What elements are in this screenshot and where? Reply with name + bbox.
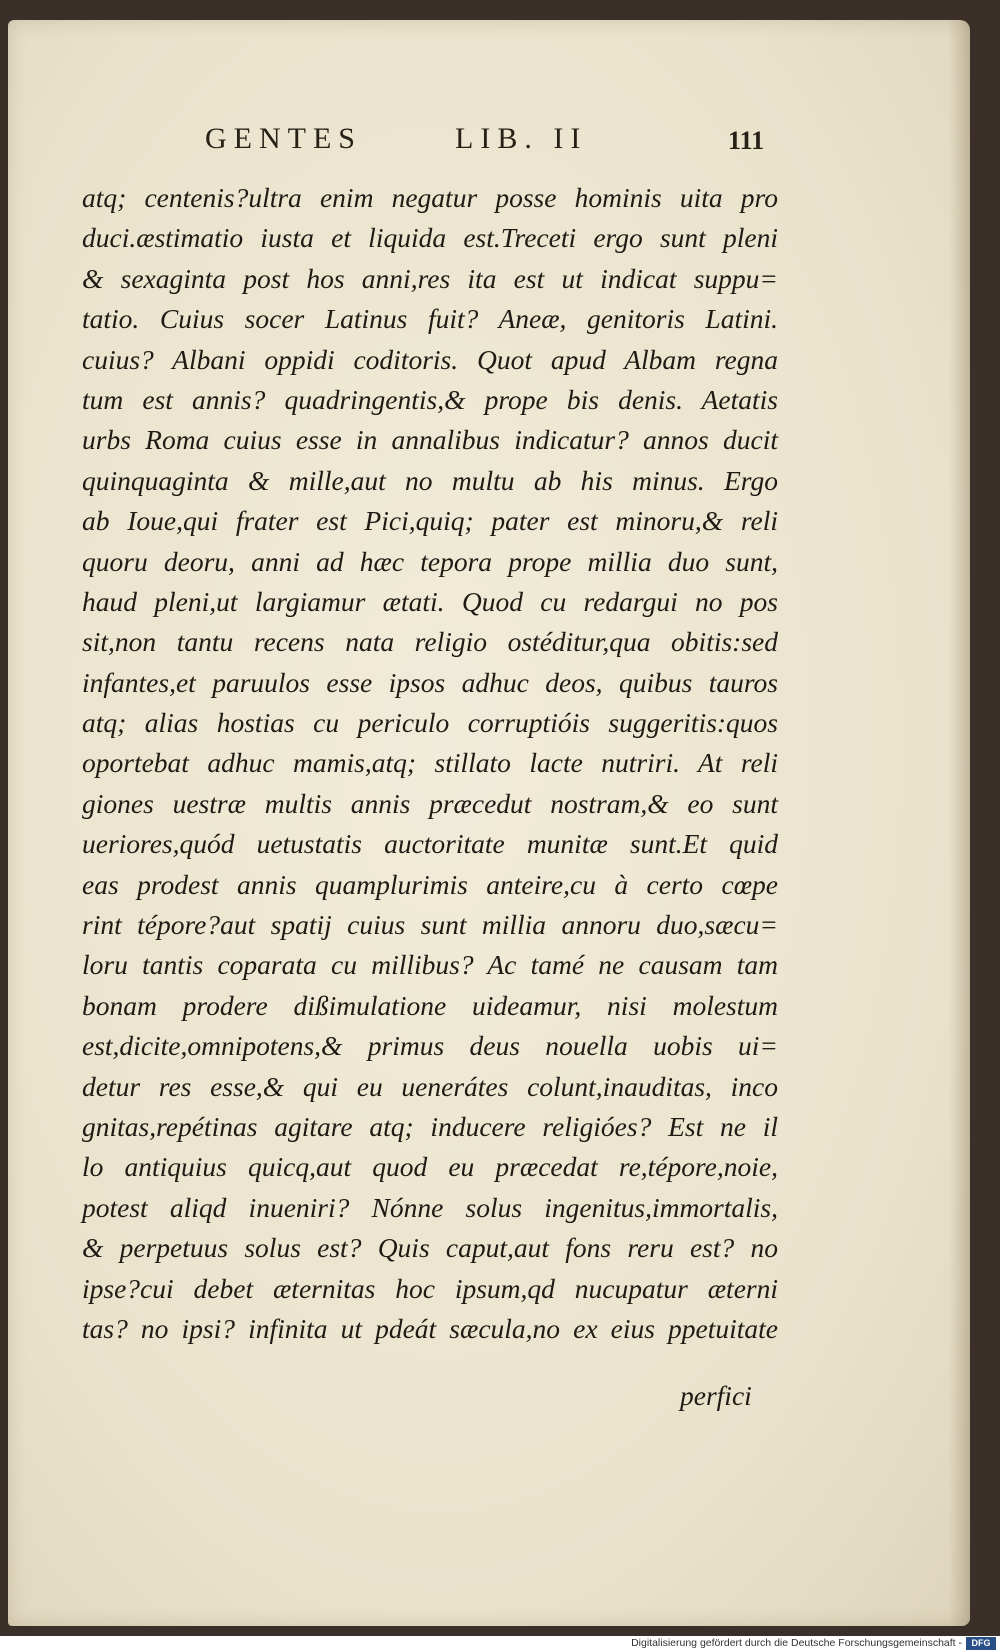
- text-line: ueriores,quód uetustatis auctoritate munitæ sunt.Et quid: [82, 828, 778, 860]
- text-line: quinquaginta & mille,aut no multu ab his minus. Ergo: [82, 464, 778, 496]
- text-line: lo antiquius quicq,aut quod eu præcedat re,tépore,noie,: [82, 1151, 778, 1183]
- funding-credit: Digitalisierung gefördert durch die Deutsche Forschungsgemeinschaft -: [631, 1637, 962, 1649]
- text-line: tas? no ipsi? infinita ut pdeát sæcula,no ex eius ppetuitate: [82, 1312, 778, 1344]
- text-line: cuius? Albani oppidi coditoris. Quot apud Albam regna: [82, 343, 778, 375]
- text-line: loru tantis coparata cu millibus? Ac tamé ne causam tam: [82, 949, 778, 981]
- text-line: atq; centenis?ultra enim negatur posse hominis uita pro: [82, 182, 778, 213]
- folio-number: 111: [728, 126, 765, 155]
- text-line: detur res esse,& qui eu uenerátes colunt,inauditas, inco: [82, 1070, 778, 1102]
- text-line: duci.æstimatio iusta et liquida est.Treceti ergo sunt pleni: [82, 222, 778, 254]
- text-line: potest aliqd inueniri? Nónne solus ingenitus,immortalis,: [82, 1191, 778, 1223]
- text-line: atq; alias hostias cu periculo corruptióis suggeritis:quos: [82, 707, 778, 739]
- running-head: [205, 122, 805, 156]
- page-edge-shadow: [948, 20, 970, 1626]
- text-line: bonam prodere dißimulatione uideamur, nisi molestum: [82, 989, 778, 1021]
- text-line: tum est annis? quadringentis,& prope bis denis. Aetatis: [82, 383, 778, 415]
- body-text: [82, 178, 778, 1349]
- footer-bar: [0, 1636, 1000, 1652]
- dfg-logo: DFG: [966, 1637, 996, 1650]
- text-line: urbs Roma cuius esse in annalibus indicatur? annos ducit: [82, 424, 778, 456]
- text-line: ab Ioue,qui frater est Pici,quiq; pater est minoru,& reli: [82, 505, 778, 537]
- text-line: haud pleni,ut largiamur ætati. Quod cu redargui no pos: [82, 585, 778, 617]
- text-line: eas prodest annis quamplurimis anteire,cu à certo cœpe: [82, 868, 778, 900]
- text-line: oportebat adhuc mamis,atq; stillato lacte nutriri. At reli: [82, 747, 778, 779]
- text-line: ipse?cui debet æternitas hoc ipsum,qd nucupatur æterni: [82, 1272, 778, 1304]
- text-line: rint tépore?aut spatij cuius sunt millia annoru duo,sæcu=: [82, 909, 778, 941]
- text-line: quoru deoru, anni ad hæc tepora prope millia duo sunt,: [82, 545, 778, 577]
- text-line: sit,non tantu recens nata religio ostéditur,qua obitis:sed: [82, 626, 778, 658]
- text-line: & sexaginta post hos anni,res ita est ut indicat suppu=: [82, 262, 778, 294]
- text-line: giones uestræ multis annis præcedut nostram,& eo sunt: [82, 787, 778, 819]
- text-line: tatio. Cuius socer Latinus fuit? Aneæ, genitoris Latini.: [82, 303, 778, 335]
- text-line: gnitas,repétinas agitare atq; inducere religióes? Est ne il: [82, 1110, 778, 1142]
- catchword: perfici: [680, 1380, 752, 1411]
- running-head-book: LIB. II: [455, 122, 588, 155]
- running-head-title: GENTES: [205, 122, 362, 155]
- text-line: est,dicite,omnipotens,& primus deus nouella uobis ui=: [82, 1030, 778, 1062]
- text-line: & perpetuus solus est? Quis caput,aut fons reru est? no: [82, 1232, 778, 1264]
- text-line: infantes,et paruulos esse ipsos adhuc deos, quibus tauros: [82, 666, 778, 698]
